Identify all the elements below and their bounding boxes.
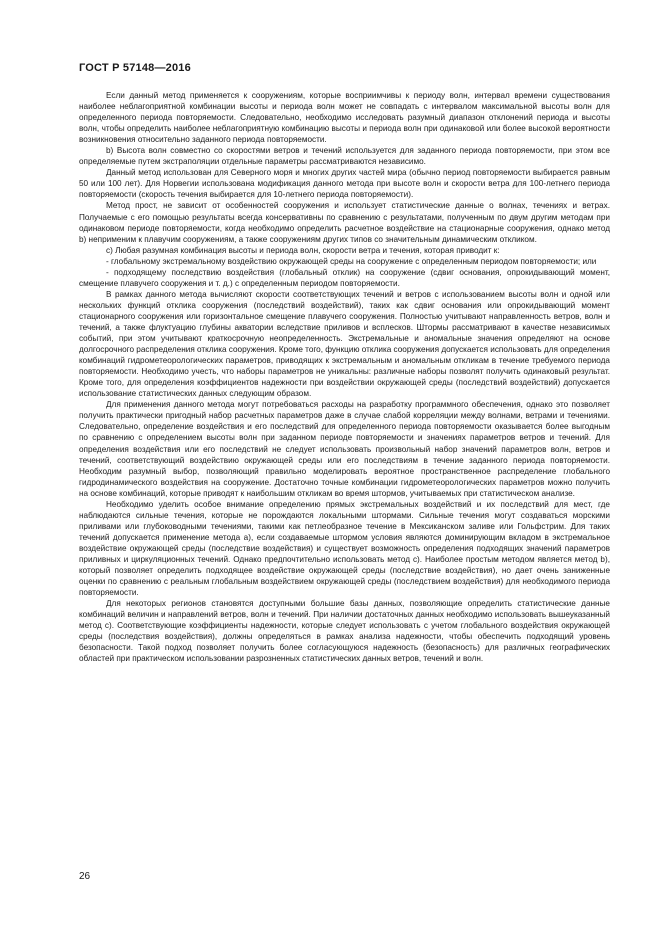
- paragraph: c) Любая разумная комбинация высоты и периода волн, скорости ветра и течения, которая приводит к:: [106, 245, 500, 255]
- document-standard-code: ГОСТ Р 57148—2016: [79, 62, 191, 74]
- paragraph: Данный метод использован для Северного моря и многих других частей мира (обычно период повторяемости выбирается равным 50 или 100 лет). Для Норвегии использована модификация данного метода при высоте волн и скорости ветра для 100-летнего периода повторяемости (скорость течения выбирается для 10-летнего периода повторяемости).: [79, 168, 610, 200]
- paragraph: b) Высота волн совместно со скоростями ветров и течений используется для заданного периода повторяемости, при этом все определяемые путем экстраполяции отдельные параметры рассматриваются независимо.: [79, 146, 610, 167]
- paragraph: В рамках данного метода вычисляют скорости соответствующих течений и ветров с использованием высоты волн и одной или нескольких функций отклика сооружения (последствий воздействий), таких как сдвиг основания или опрокидывающий момент стационарного сооружения или горизонтальное смещение плавучего сооружения. Полностью учитывают направленность ветров, волн и течений, а также флуктуацию глубины акватории вследствие приливов и всплесков. Штормы рассматривают в качестве независимых событий, при этом учитывают краткосрочную неопределенность. Экстремальные и аномальные значения определяют на основе долгосрочного распределения отклика сооружения. Кроме того, функцию отклика сооружения допускается использовать для определения комбинаций гидрометеорологических параметров, приводящих к экстремальным и аномальным откликам в течение требуемого периода повторяемости. Необходимо учесть, что наборы параметров не уникальны: различные наборы позволят получить одинаковый результат. Кроме того, для определения коэффициентов надежности при воздействии окружающей среды (последствий воздействий) допускается использование статистических данных следующим образом.: [79, 289, 610, 399]
- paragraph: Необходимо уделить особое внимание определению прямых экстремальных воздействий и их последствий для мест, где наблюдаются сильные течения, которые не порождаются локальными штормами. Сильные течения могут создаваться морскими приливами или глубоководными течениями, такими как петлеобразное течение в Мексиканском заливе или Гольфстрим. Для таких течений допускается применение метода a), если создаваемые штормом условия являются доминирующим вкладом в экстремальное воздействие окружающей среды (последствие воздействия) и существует возможность определения подходящих значений параметров приливных и циркуляционных течений. Однако предпочтительно использовать метод c). Наиболее простым методом является метод b), который позволяет определить подходящее воздействие окружающей среды (последствие воздействия), но дает очень заниженные оценки по сравнению с реальным глобальным воздействием окружающей среды (последствием воздействия) для необходимого периода повторяемости.: [79, 499, 610, 598]
- page-number: 26: [79, 871, 91, 882]
- paragraph: Метод прост, не зависит от особенностей сооружения и использует статистические данные о волнах, течениях и ветрах. Получаемые с его помощью результаты всегда консервативны по сравнению с результатами, полученным по двум другим методам при одинаковом периоде повторяемости, когда необходимо определить расчетное воздействие на стационарные сооружения, однако метод b) неприменим к плавучим сооружениям, а также сооружениям других типов со значительным динамическим откликом.: [79, 201, 610, 244]
- list-item: - глобальному экстремальному воздействию окружающей среды на сооружение с определенным периодом повторяемости; или: [106, 256, 597, 266]
- paragraph: Для применения данного метода могут потребоваться расходы на разработку программного обеспечения, однако это позволяет получить практически пригодный набор расчетных параметров даже в случае слабой корреляции между волнами, ветрами и течениями. Следовательно, определение воздействия и его последствий для определенного периода повторяемости оказывается более выгодным по сравнению с определением высоты волн при заданном периоде повторяемости и значениях параметров ветров и течений. Для определения воздействия или его последствий не следует использовать произвольный набор значений параметров волн, ветров и течений, соответствующий воздействию окружающей среды или его последствиям в течение заданного периода повторяемости. Необходим разумный выбор, позволяющий правильно моделировать вероятное пространственное распределение глобального гидродинамического воздействия на сооружение. Достаточно точные комбинации гидрометеорологических параметров можно получить на основе комбинаций, которые приводят к наибольшим откликам во время штормов, учитываемых при статистическом анализе.: [79, 400, 610, 498]
- list-item: - подходящему последствию воздействия (глобальный отклик) на сооружение (сдвиг основания, опрокидывающий момент, смещение плавучего сооружения и т. д.) с определенным периодом повторяемости.: [79, 267, 610, 288]
- paragraph: Если данный метод применяется к сооружениям, которые восприимчивы к периоду волн, интервал времени существования наиболее неблагоприятной комбинации высоты и периода волн может не совпадать с интервалом максимальной высоты волн для определенного периода повторяемости. Следовательно, необходимо исследовать разумный диапазон отклонений периода и высоты волн, чтобы определить наиболее неблагоприятную комбинацию высоты и периода волн при одинаковой или более высокой вероятности возникновения относительно заданного периода повторяемости.: [79, 91, 610, 145]
- paragraph: Для некоторых регионов становятся доступными большие базы данных, позволяющие определить статистические данные комбинаций величин и направлений ветров, волн и течений. При наличии достаточных данных необходимо использовать вышеуказанный метод c). Соответствующие коэффициенты надежности, которые следует использовать с учетом глобального воздействия окружающей среды (последствия воздействия), должны определяться в рамках анализа надежности, чтобы обеспечить подходящий уровень безопасности. Такой подход позволяет получить более согласующуюся надежность (безопасность) для различных географических областей при практическом использовании разрозненных статистических данных ветров, течений и волн.: [79, 599, 610, 664]
- document-body: [79, 90, 610, 664]
